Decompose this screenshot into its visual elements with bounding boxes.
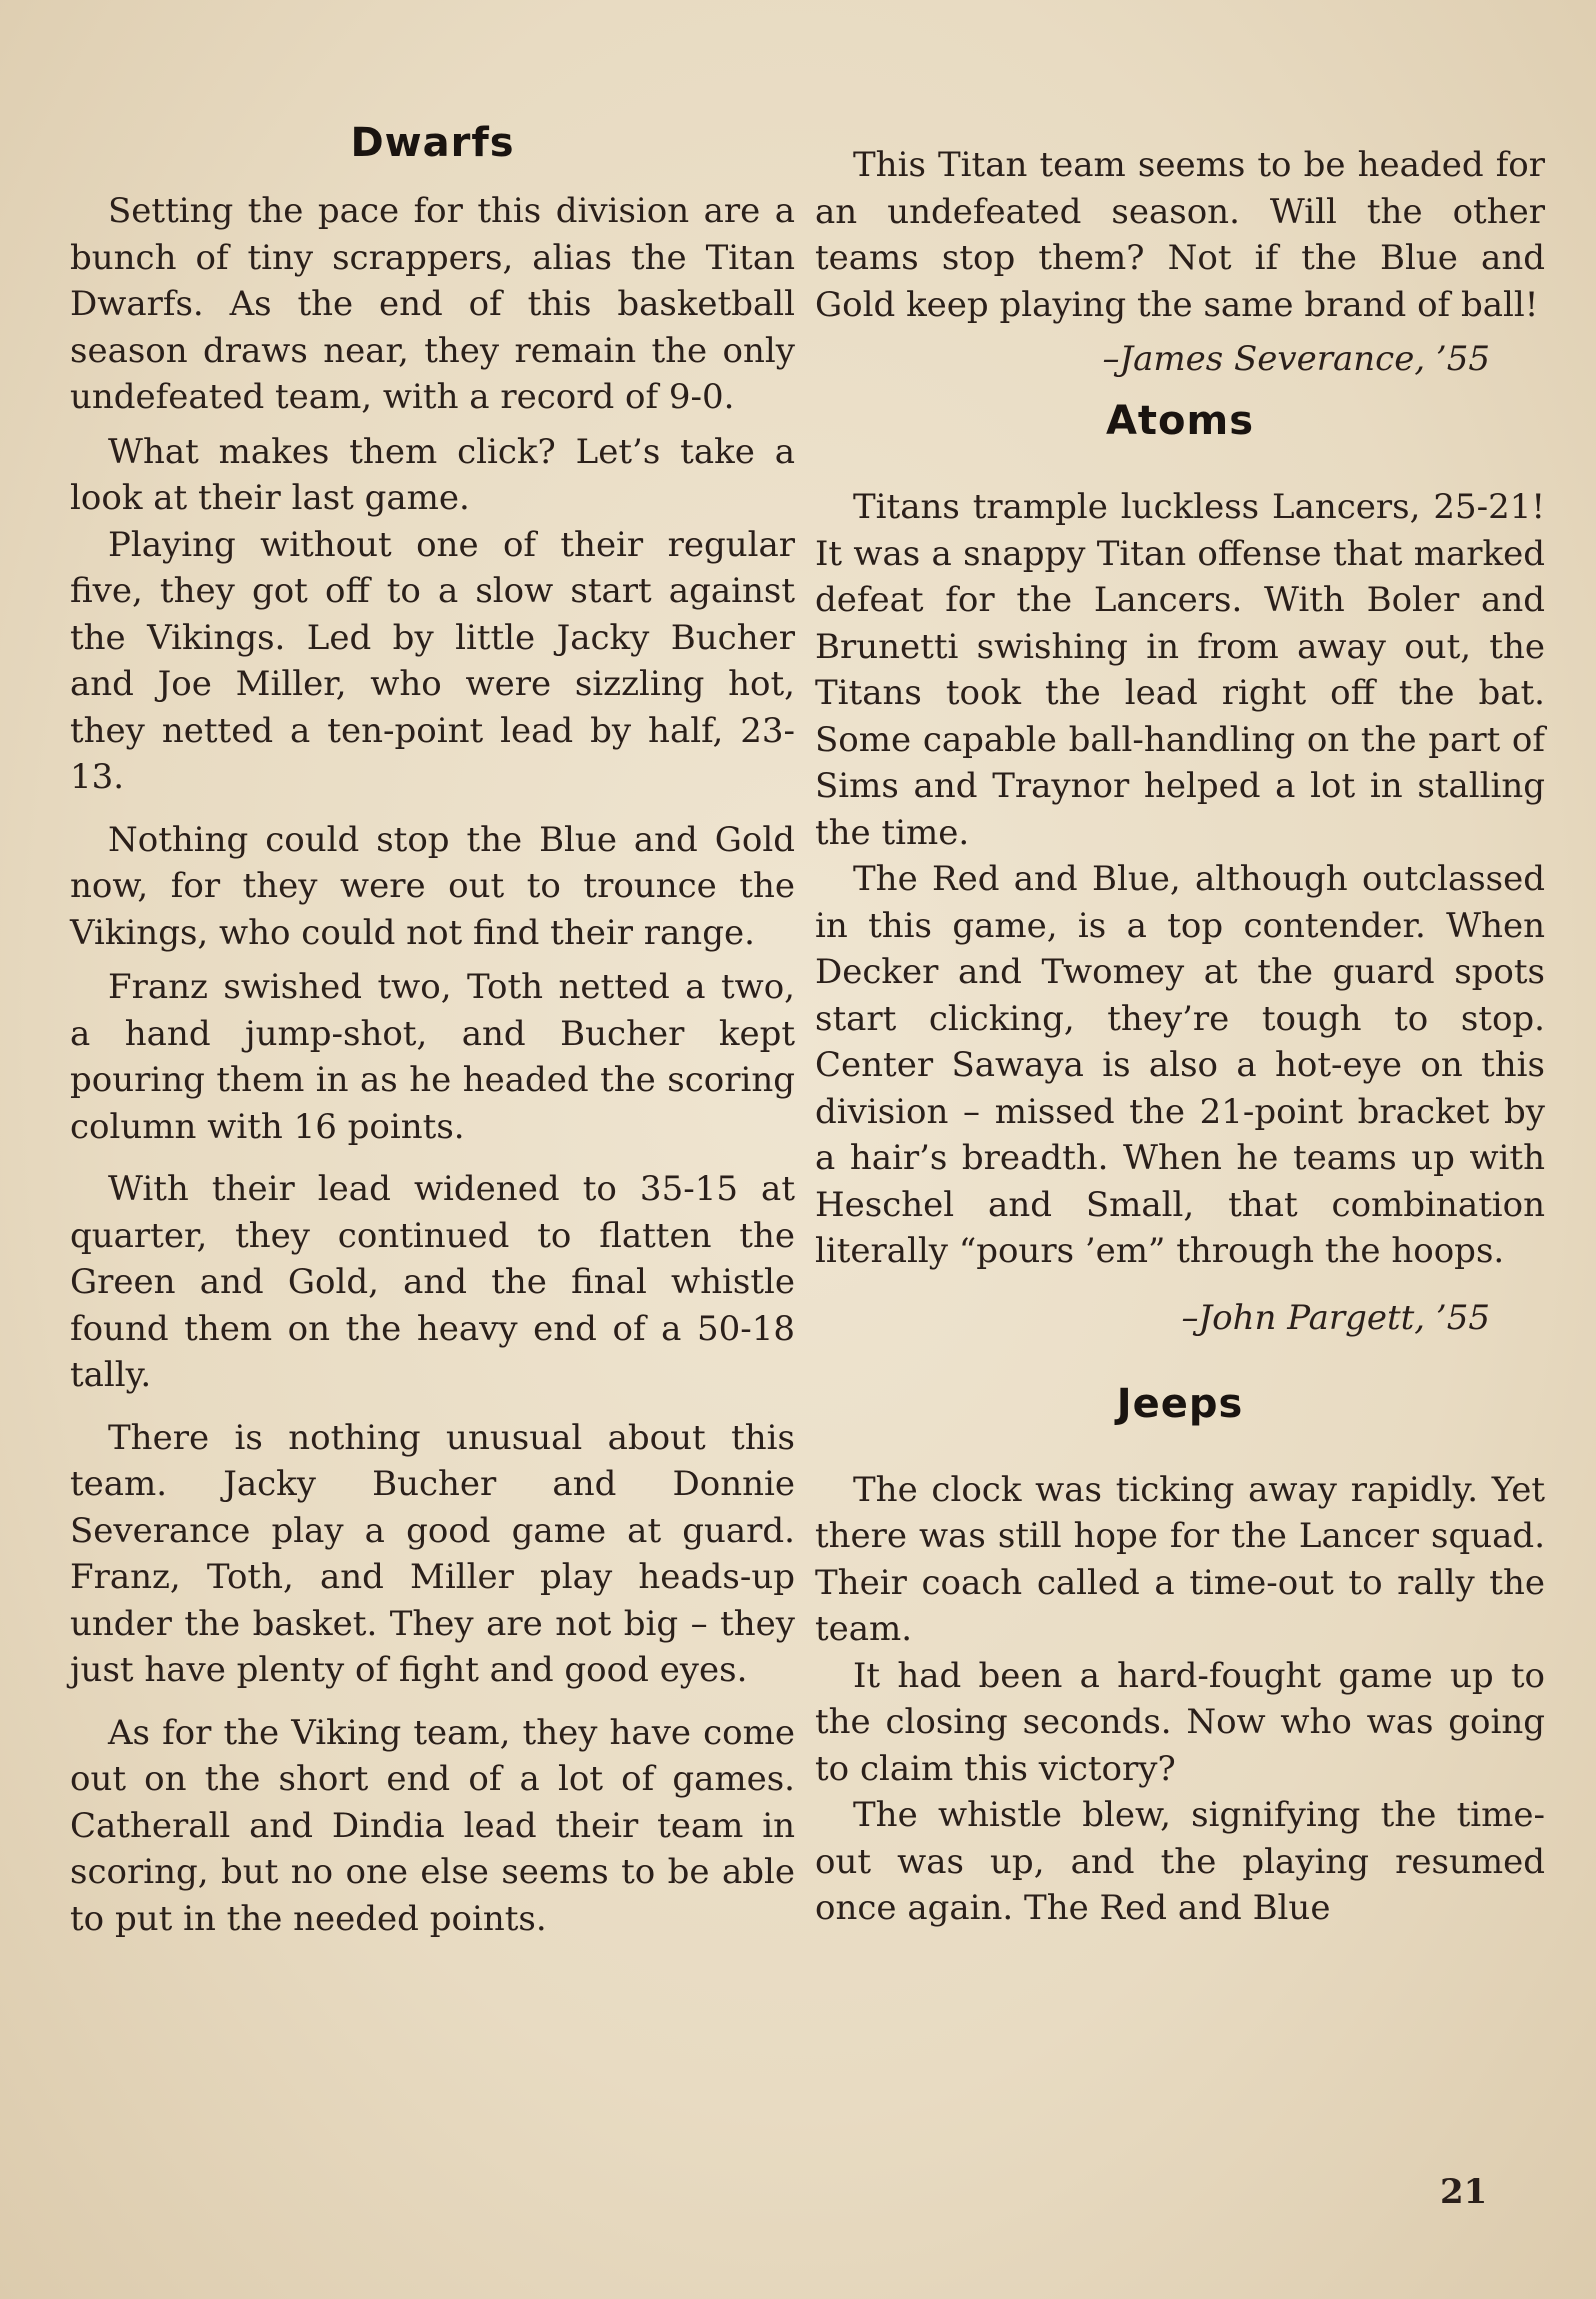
dwarfs-paragraph: This Titan team seems to be headed for an undefeated season. Will the other teams stop them? Not if the Blue and Gold keep playing the same brand of ball! [815, 145, 1545, 325]
atoms-paragraph: The Red and Blue, although outclassed in this game, is a top contender. When Decker and Twomey at the guard spots start clicking, they’re tough to stop. Center Sawaya is also a hot-eye on this division – missed the 21-point bracket by a hair’s breadth. When he teams up with Heschel and Small, that combination literally “pours ’em” through the hoops. [815, 859, 1545, 1271]
atoms-paragraph: Titans trample luckless Lancers, 25-21! It was a snappy Titan offense that marked defeat for the Lancers. With Boler and Brunetti swishing in from away out, the Titans took the lead right off the bat. Some capable ball-handling on the part of Sims and Traynor helped a lot in stalling the time. [815, 487, 1545, 853]
jeeps-paragraph: The whistle blew, signifying the time-out was up, and the playing resumed once again. The Red and Blue [815, 1795, 1545, 1928]
dwarfs-paragraph: Playing without one of their regular five, they got off to a slow start against the Vikings. Led by little Jacky Bucher and Joe Miller, who were sizzling hot, they netted a ten-point lead by half, 23-13. [70, 524, 795, 797]
dwarfs-paragraph: Nothing could stop the Blue and Gold now, for they were out to trounce the Vikings, who could not find their range. [70, 819, 795, 953]
atoms-byline: –John Pargett, ’55 [1181, 1297, 1490, 1338]
dwarfs-paragraph: Franz swished two, Toth netted a two, a hand jump-shot, and Bucher kept pouring them in as he headed the scoring column with 16 points. [70, 967, 795, 1147]
jeeps-paragraph: The clock was ticking away rapidly. Yet there was still hope for the Lancer squad. Their coach called a time-out to rally the team. [815, 1469, 1545, 1649]
left-column [70, 120, 795, 1942]
jeeps-heading: Jeeps [1116, 1380, 1244, 1427]
dwarfs-paragraph: With their lead widened to 35-15 at quarter, they continued to flatten the Green and Gold, and the final whistle found them on the heavy end of a 50-18 tally. [70, 1169, 795, 1395]
dwarfs-byline: –James Severance, ’55 [1102, 339, 1490, 379]
dwarfs-heading: Dwarfs [350, 120, 515, 166]
jeeps-paragraph: It had been a hard-fought game up to the closing seconds. Now who was going to claim this victory? [815, 1655, 1545, 1789]
page-number: 21 [1440, 2172, 1488, 2212]
dwarfs-paragraph: As for the Viking team, they have come out on the short end of a lot of games. Catherall and Dindia lead their team in scoring, but no one else seems to be able to put in the needed points. [70, 1712, 795, 1939]
dwarfs-paragraph: Setting the pace for this division are a bunch of tiny scrappers, alias the Titan Dwarfs. As the end of this basketball season draws near, they remain the only undefeated team, with a record of 9-0. [70, 191, 795, 417]
dwarfs-paragraph: There is nothing unusual about this team. Jacky Bucher and Donnie Severance play a good game at guard. Franz, Toth, and Miller play heads-up under the basket. They are not big – they just have plenty of fight and good eyes. [70, 1417, 795, 1690]
right-column [815, 120, 1545, 1932]
dwarfs-paragraph: What makes them click? Let’s take a look at their last game. [70, 431, 795, 518]
atoms-heading: Atoms [1105, 398, 1255, 444]
